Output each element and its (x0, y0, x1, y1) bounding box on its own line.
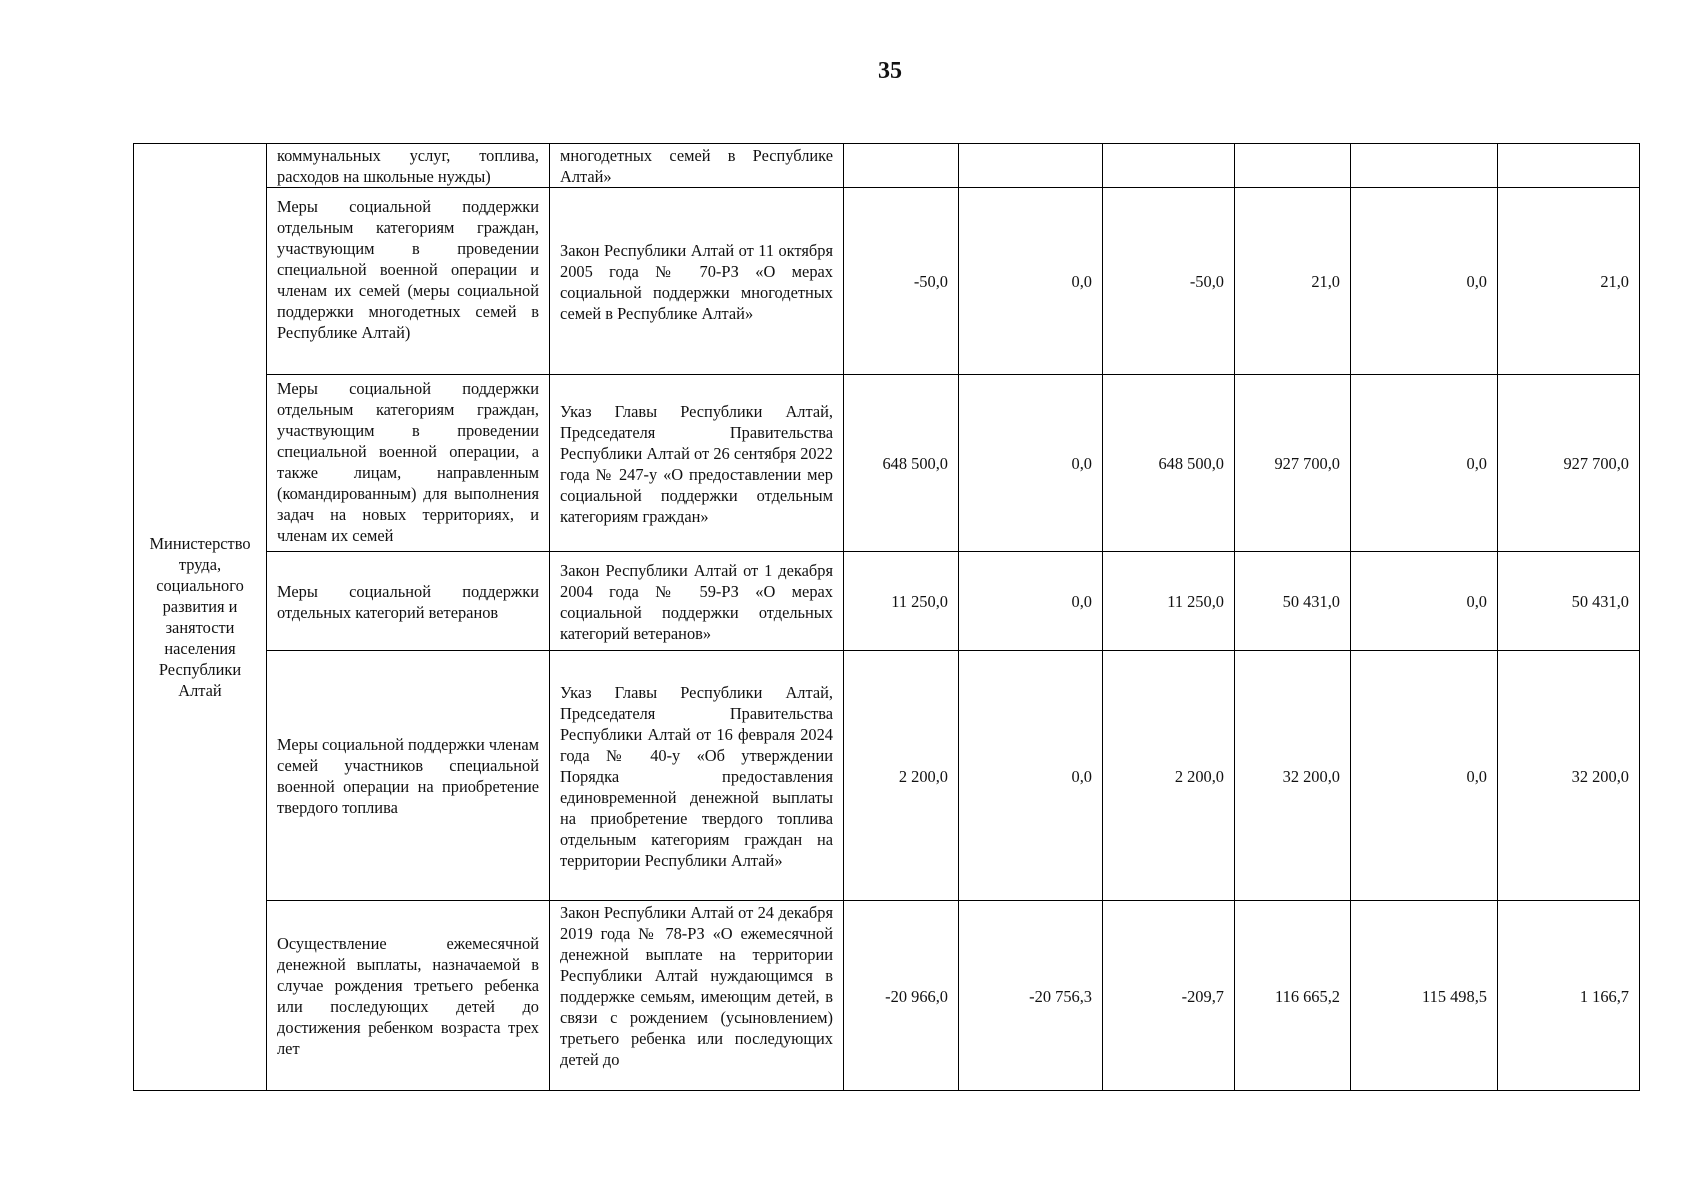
measure-cell: Меры социальной поддержки отдельным категориям граждан, участвующим в проведении специальной военной операции, а также лицам, направленным (командированным) для выполнения задач на новых территориях, и членам их семей (267, 375, 550, 552)
measure-cell: Осуществление ежемесячной денежной выплаты, назначаемой в случае рождения третьего ребенка или последующих детей до достижения ребенком возраста трех лет (267, 901, 550, 1091)
table-row (134, 144, 1640, 188)
value-cell: -50,0 (844, 188, 959, 375)
value-cell: 1 166,7 (1498, 901, 1640, 1091)
law-cell: Закон Республики Алтай от 11 октября 2005 года № 70-РЗ «О мерах социальной поддержки многодетных семей в Республике Алтай» (550, 188, 844, 375)
value-cell (1103, 144, 1235, 188)
measure-cell: Меры социальной поддержки членам семей участников специальной военной операции на приобретение твердого топлива (267, 651, 550, 901)
value-cell: -209,7 (1103, 901, 1235, 1091)
value-cell: 32 200,0 (1498, 651, 1640, 901)
table-row (134, 375, 1640, 552)
value-cell: 927 700,0 (1235, 375, 1351, 552)
measure-cell: коммунальных услуг, топлива, расходов на школьные нужды) (267, 144, 550, 188)
value-cell: -50,0 (1103, 188, 1235, 375)
value-cell: 0,0 (1351, 552, 1498, 651)
value-cell: 115 498,5 (1351, 901, 1498, 1091)
value-cell: -20 966,0 (844, 901, 959, 1091)
value-cell: 11 250,0 (1103, 552, 1235, 651)
law-cell: Указ Главы Республики Алтай, Председателя Правительства Республики Алтай от 26 сентября 2022 года № 247-у «О предоставлении мер социальной поддержки отдельным категориям граждан» (550, 375, 844, 552)
law-cell: Закон Республики Алтай от 1 декабря 2004 года № 59-РЗ «О мерах социальной поддержки отдельных категорий ветеранов» (550, 552, 844, 651)
measure-cell: Меры социальной поддержки отдельных категорий ветеранов (267, 552, 550, 651)
value-cell: 0,0 (1351, 188, 1498, 375)
law-cell: многодетных семей в Республике Алтай» (550, 144, 844, 188)
value-cell: 21,0 (1235, 188, 1351, 375)
budget-table (133, 143, 1640, 1091)
table-row (134, 651, 1640, 901)
value-cell: 50 431,0 (1498, 552, 1640, 651)
value-cell: 648 500,0 (1103, 375, 1235, 552)
value-cell: -20 756,3 (959, 901, 1103, 1091)
value-cell: 32 200,0 (1235, 651, 1351, 901)
law-cell: Указ Главы Республики Алтай, Председателя Правительства Республики Алтай от 16 февраля 2024 года № 40-у «Об утверждении Порядка предоставления единовременной денежной выплаты на приобретение твердого топлива отдельным категориям граждан на территории Республики Алтай» (550, 651, 844, 901)
organization-cell: Министерство труда, социального развития и занятости населения Республики Алтай (134, 144, 267, 1091)
value-cell: 927 700,0 (1498, 375, 1640, 552)
value-cell: 2 200,0 (1103, 651, 1235, 901)
value-cell: 50 431,0 (1235, 552, 1351, 651)
value-cell: 11 250,0 (844, 552, 959, 651)
law-cell: Закон Республики Алтай от 24 декабря 2019 года № 78-РЗ «О ежемесячной денежной выплате на территории Республики Алтай нуждающимся в поддержке семьям, имеющим детей, в связи с рождением (усыновлением) третьего ребенка или последующих детей до (550, 901, 844, 1091)
measure-cell: Меры социальной поддержки отдельным категориям граждан, участвующим в проведении специальной военной операции и членам их семей (меры социальной поддержки многодетных семей в Республике Алтай) (267, 188, 550, 375)
value-cell: 648 500,0 (844, 375, 959, 552)
value-cell (959, 144, 1103, 188)
value-cell (1235, 144, 1351, 188)
value-cell (1498, 144, 1640, 188)
value-cell: 0,0 (1351, 651, 1498, 901)
value-cell: 0,0 (959, 552, 1103, 651)
value-cell: 0,0 (1351, 375, 1498, 552)
table-row (134, 188, 1640, 375)
value-cell (844, 144, 959, 188)
value-cell: 0,0 (959, 651, 1103, 901)
table-row (134, 901, 1640, 1091)
table-row (134, 552, 1640, 651)
value-cell: 2 200,0 (844, 651, 959, 901)
value-cell: 0,0 (959, 188, 1103, 375)
page-number: 35 (878, 58, 902, 84)
value-cell: 21,0 (1498, 188, 1640, 375)
value-cell: 116 665,2 (1235, 901, 1351, 1091)
value-cell (1351, 144, 1498, 188)
value-cell: 0,0 (959, 375, 1103, 552)
